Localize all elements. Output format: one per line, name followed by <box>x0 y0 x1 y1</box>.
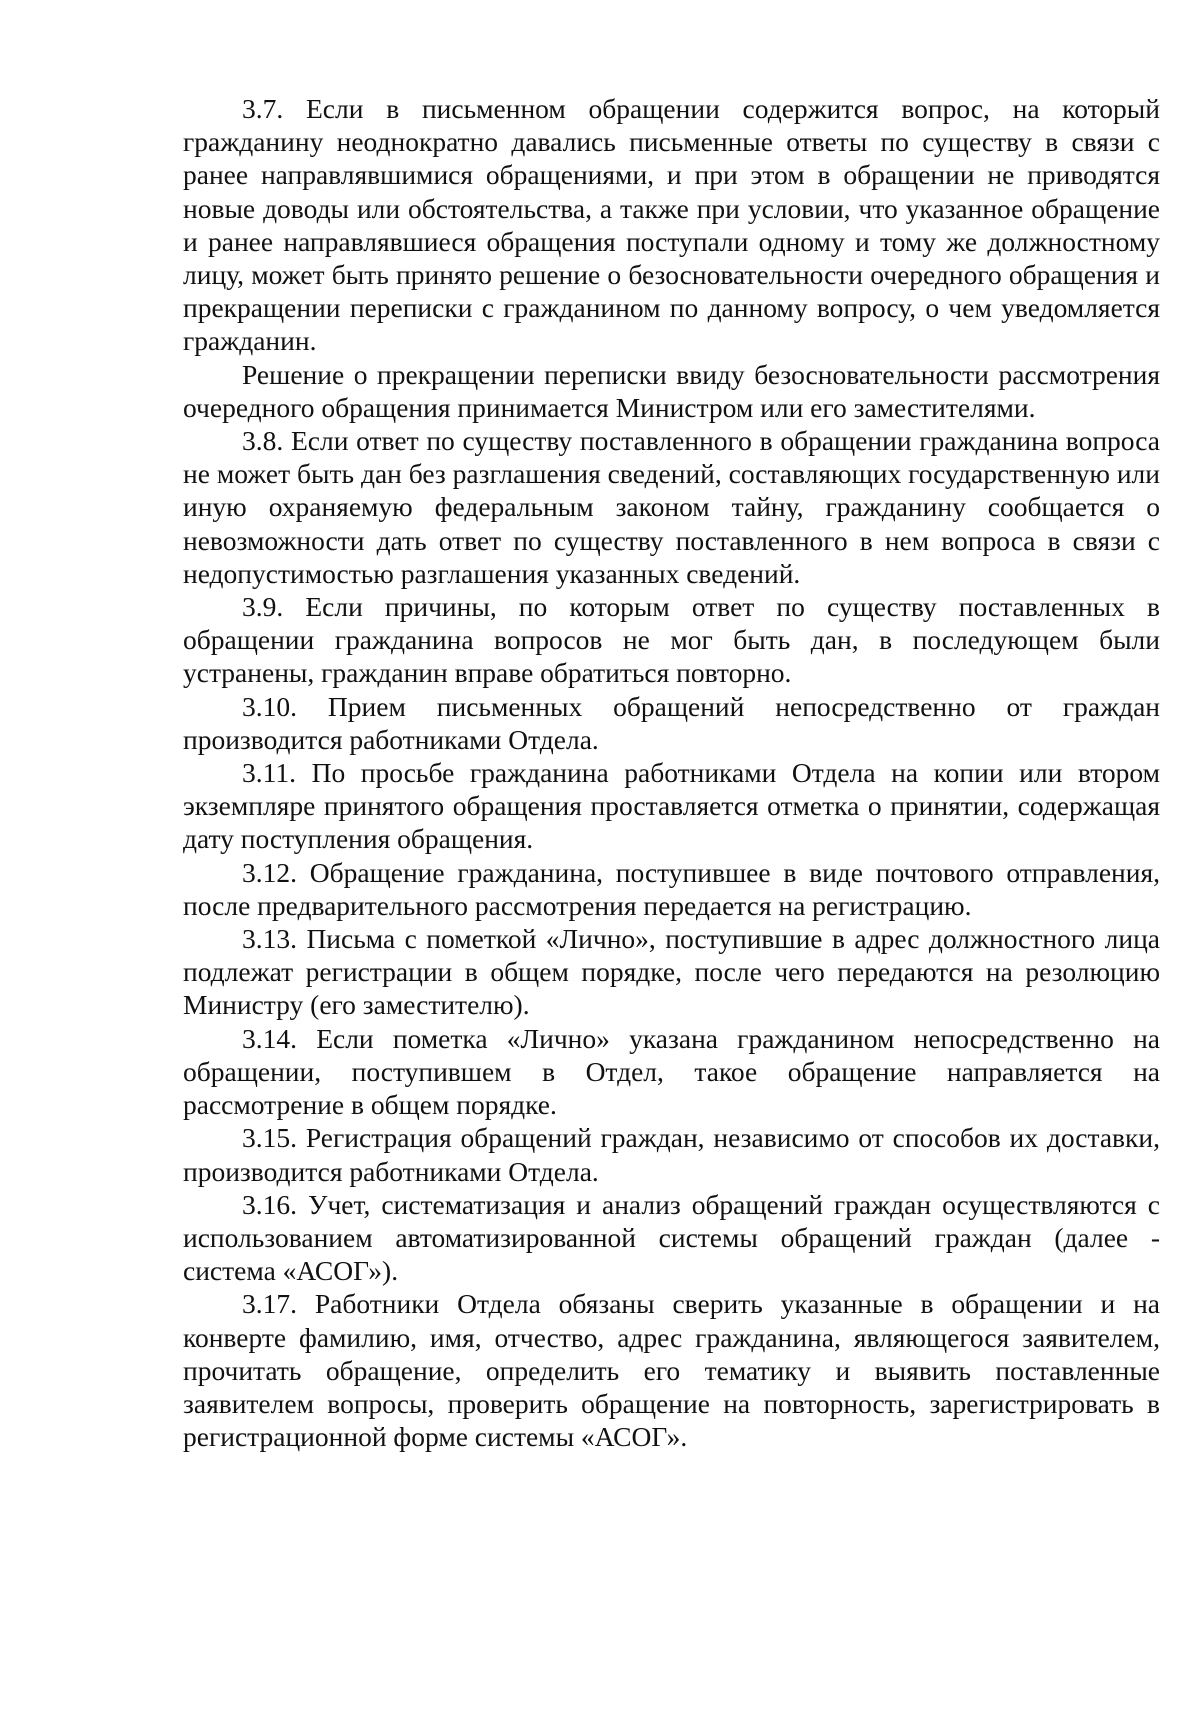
paragraph-3-13: 3.13. Письма с пометкой «Лично», поступившие в адрес должностного лица подлежат регистрации в общем порядке, после чего передаются на резолюцию Министру (его заместителю). <box>183 923 1160 1021</box>
paragraph-3-17: 3.17. Работники Отдела обязаны сверить указанные в обращении и на конверте фамилию, имя, отчество, адрес гражданина, являющегося заявителем, прочитать обращение, определить его тематику и выявить поставленные заявителем вопросы, проверить обращение на повторность, зарегистрировать в регистрационной форме системы «АСОГ». <box>183 1288 1160 1453</box>
paragraph-3-14: 3.14. Если пометка «Лично» указана гражданином непосредственно на обращении, поступившем в Отдел, такое обращение направляется на рассмотрение в общем порядке. <box>183 1022 1160 1121</box>
paragraph-3-9: 3.9. Если причины, по которым ответ по существу поставленных в обращении гражданина вопросов не мог быть дан, в последующем были устранены, гражданин вправе обратиться повторно. <box>183 591 1160 689</box>
paragraph-3-10: 3.10. Прием письменных обращений непосредственно от граждан производится работниками Отдела. <box>183 690 1160 755</box>
paragraph-3-15: 3.15. Регистрация обращений граждан, независимо от способов их доставки, производится работниками Отдела. <box>183 1122 1160 1187</box>
document-body <box>183 92 1160 1453</box>
paragraph-3-11: 3.11. По просьбе гражданина работниками Отдела на копии или втором экземпляре принятого обращения проставляется отметка о принятии, содержащая дату поступления обращения. <box>183 757 1160 855</box>
paragraph-3-8: 3.8. Если ответ по существу поставленного в обращении гражданина вопроса не может быть дан без разглашения сведений, составляющих государственную или иную охраняемую федеральным законом тайну, гражданину сообщается о невозможности дать ответ по существу поставленного в нем вопроса в связи с недопустимостью разглашения указанных сведений. <box>183 425 1160 589</box>
paragraph-3-16: 3.16. Учет, систематизация и анализ обращений граждан осуществляются с использованием автоматизированной системы обращений граждан (далее - система «АСОГ»). <box>183 1188 1160 1287</box>
paragraph-3-12: 3.12. Обращение гражданина, поступившее в виде почтового отправления, после предварительного рассмотрения передается на регистрацию. <box>183 856 1160 921</box>
paragraph-3-7-decision: Решение о прекращении переписки ввиду безосновательности рассмотрения очередного обращения принимается Министром или его заместителями. <box>183 358 1160 423</box>
paragraph-3-7: 3.7. Если в письменном обращении содержится вопрос, на который гражданину неоднократно давались письменные ответы по существу в связи с ранее направлявшимися обращениями, и при этом в обращении не приводятся новые доводы или обстоятельства, а также при условии, что указанное обращение и ранее направлявшиеся обращения поступали одному и тому же должностному лицу, может быть принято решение о безосновательности очередного обращения и прекращении переписки с гражданином по данному вопросу, о чем уведомляется гражданин. <box>183 93 1160 357</box>
